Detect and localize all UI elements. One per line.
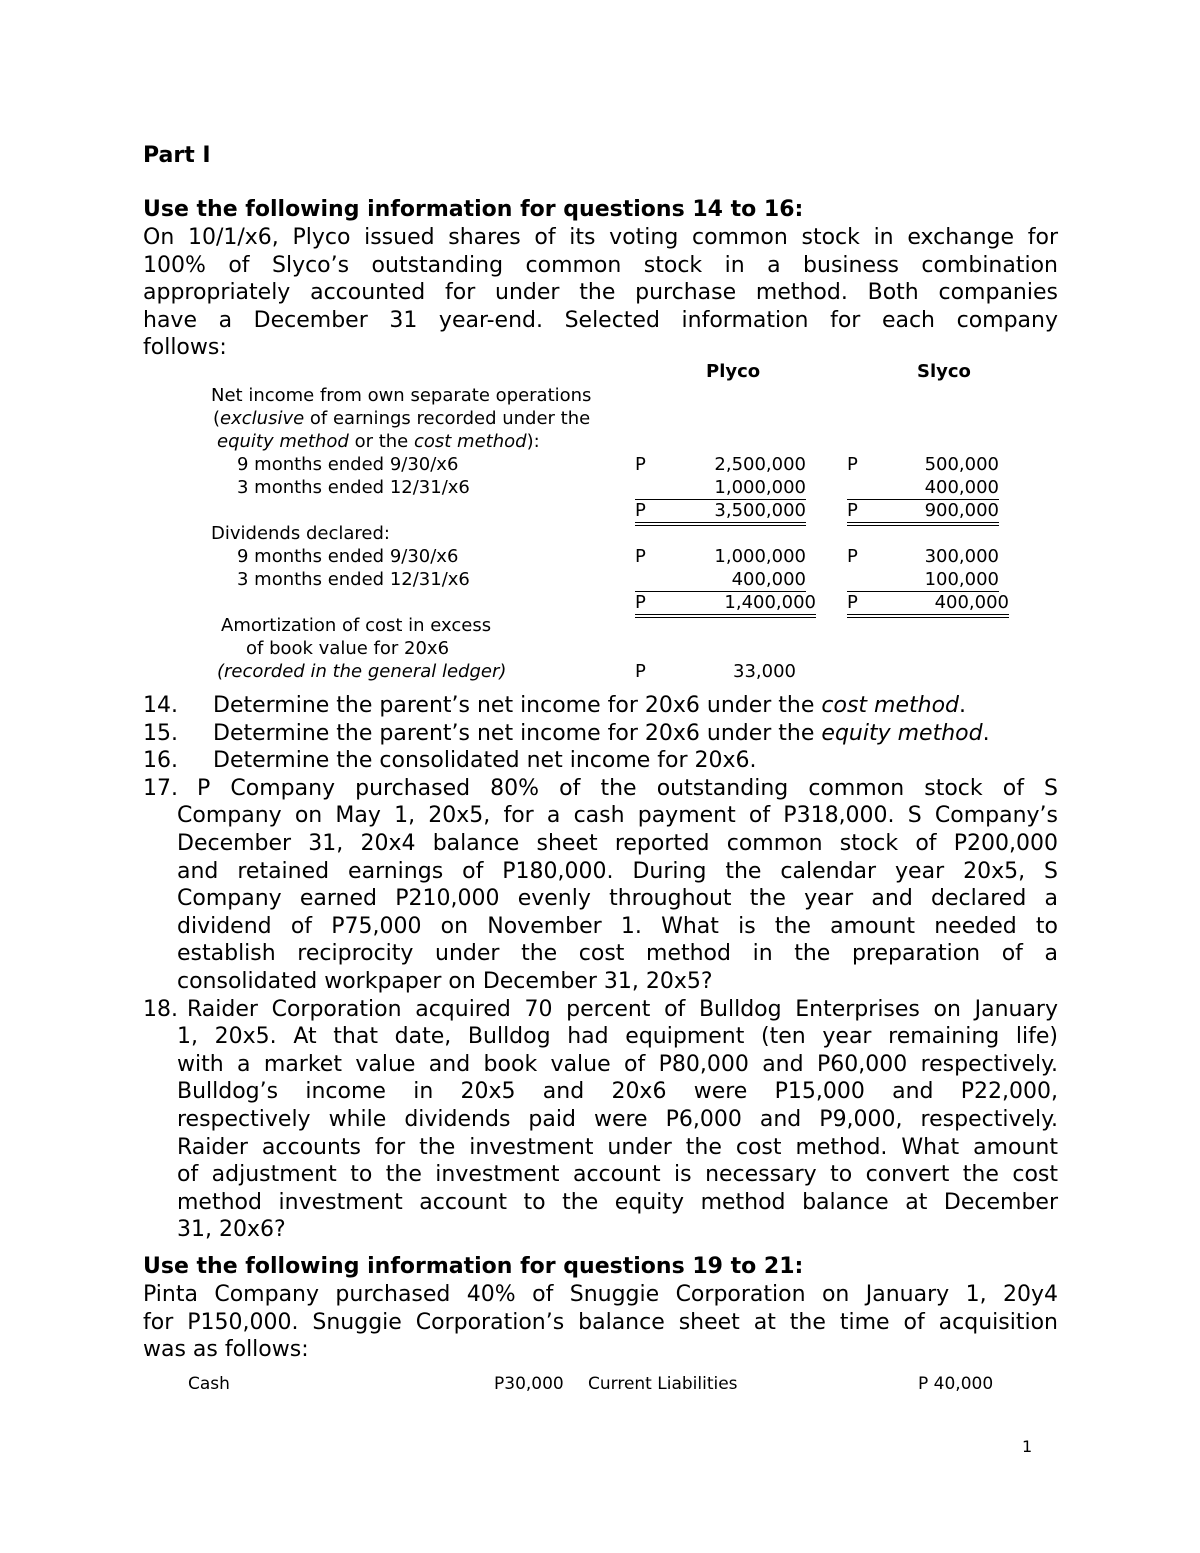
slyco-ni-3m: 400,000 (847, 476, 999, 500)
intro-line: for P150,000. Snuggie Corporation’s balance sheet at the time of acquisition (143, 1309, 1058, 1335)
ni-label-line3: equity method or the cost method): (217, 431, 540, 452)
currency-symbol: P (847, 500, 858, 521)
col-header-plyco: Plyco (706, 361, 761, 382)
row-label-9m: 9 months ended 9/30/x6 (237, 546, 459, 567)
currency-symbol: P (635, 546, 646, 567)
question-number: 17. (143, 775, 178, 801)
question-line: with a market value and book value of P80,000 and P60,000 respectively. (177, 1051, 1058, 1077)
plyco-ni-total: 3,500,000 (714, 500, 806, 521)
bs-current-liabilities-label: Current Liabilities (588, 1374, 738, 1394)
question-line: method investment account to the equity method balance at December (177, 1189, 1058, 1215)
question-line: 31, 20x6? (177, 1217, 286, 1243)
div-label: Dividends declared: (211, 523, 390, 544)
ni-label-line1: Net income from own separate operations (211, 385, 592, 406)
section-heading-19-21: Use the following information for questions 19 to 21: (143, 1254, 804, 1279)
plyco-ni-9m: 2,500,000 (714, 454, 806, 475)
question-line: 1, 20x5. At that date, Bulldog had equipment (ten year remaining life) (177, 1024, 1058, 1050)
currency-symbol: P (847, 546, 858, 567)
slyco-ni-9m: 500,000 (924, 454, 999, 475)
slyco-ni-total-row (847, 499, 999, 526)
question-number: 15. (143, 720, 178, 746)
question-line: Raider Corporation acquired 70 percent of Bulldog Enterprises on January (187, 996, 1058, 1022)
question-line: of adjustment to the investment account is necessary to convert the cost (177, 1162, 1058, 1188)
intro-line: On 10/1/x6, Plyco issued shares of its voting common stock in exchange for (143, 225, 1058, 250)
question-line: P Company purchased 80% of the outstanding common stock of S (197, 775, 1058, 801)
currency-symbol: P (635, 500, 646, 521)
question-line: Raider accounts for the investment under the cost method. What amount (177, 1134, 1058, 1160)
question-line: and retained earnings of P180,000. During the calendar year 20x5, S (177, 858, 1058, 884)
question-text: Determine the parent’s net income for 20x6 under the equity method. (213, 720, 990, 746)
question-line: consolidated workpaper on December 31, 20x5? (177, 969, 713, 994)
question-number: 16. (143, 748, 178, 774)
bs-current-liabilities-value: P 40,000 (918, 1374, 994, 1394)
row-label-9m: 9 months ended 9/30/x6 (237, 454, 459, 475)
intro-line: follows: (143, 335, 227, 361)
col-header-slyco: Slyco (917, 361, 971, 382)
question-line: Bulldog’s income in 20x5 and 20x6 were P15,000 and P22,000, (177, 1079, 1058, 1105)
slyco-div-3m: 100,000 (847, 568, 999, 592)
question-line: Company earned P210,000 evenly throughout the year and declared a (177, 886, 1058, 912)
intro-line: have a December 31 year-end. Selected information for each company (143, 307, 1058, 333)
currency-symbol: P (635, 592, 646, 613)
plyco-div-9m: 1,000,000 (714, 546, 806, 567)
question-number: 14. (143, 693, 178, 718)
slyco-ni-total: 900,000 (924, 500, 999, 521)
question-number: 18. (143, 996, 178, 1022)
question-text: Determine the consolidated net income for 20x6. (213, 748, 757, 774)
question-line: respectively while dividends paid were P6,000 and P9,000, respectively. (177, 1107, 1058, 1132)
intro-line: Pinta Company purchased 40% of Snuggie Corporation on January 1, 20y4 (143, 1282, 1058, 1307)
slyco-div-total: 400,000 (934, 592, 1009, 613)
currency-symbol: P (847, 592, 858, 613)
question-line: Company on May 1, 20x5, for a cash payment of P318,000. S Company’s (177, 803, 1058, 829)
plyco-ni-total-row (635, 499, 806, 526)
question-line: establish reciprocity under the cost method in the preparation of a (177, 941, 1058, 967)
section-heading-14-16: Use the following information for questions 14 to 16: (143, 197, 804, 222)
page-number: 1 (1022, 1437, 1033, 1456)
plyco-div-3m: 400,000 (635, 568, 806, 592)
row-label-3m: 3 months ended 12/31/x6 (237, 477, 470, 498)
ni-label-line2: (exclusive of earnings recorded under the (213, 408, 591, 429)
currency-symbol: P (635, 661, 646, 682)
bs-cash-label: Cash (188, 1374, 230, 1394)
question-text: Determine the parent’s net income for 20x6 under the cost method. (213, 693, 967, 718)
row-label-3m: 3 months ended 12/31/x6 (237, 569, 470, 590)
plyco-ni-3m: 1,000,000 (635, 476, 806, 500)
amort-label-line3: (recorded in the general ledger) (217, 661, 507, 682)
intro-line: 100% of Slyco’s outstanding common stock in a business combination (143, 252, 1058, 278)
amort-label-line2: of book value for 20x6 (246, 638, 450, 659)
slyco-div-total-row (847, 591, 1009, 618)
plyco-div-total: 1,400,000 (724, 592, 816, 613)
question-line: dividend of P75,000 on November 1. What is the amount needed to (177, 913, 1058, 939)
part-title: Part I (143, 143, 211, 168)
bs-cash-value: P30,000 (494, 1374, 564, 1394)
amort-label-line1: Amortization of cost in excess (221, 615, 492, 636)
currency-symbol: P (635, 454, 646, 475)
slyco-div-9m: 300,000 (924, 546, 999, 567)
intro-line: was as follows: (143, 1337, 309, 1363)
plyco-div-total-row (635, 591, 816, 618)
amort-value: 33,000 (733, 661, 796, 682)
question-line: December 31, 20x4 balance sheet reported common stock of P200,000 (177, 831, 1058, 856)
intro-line: appropriately accounted for under the purchase method. Both companies (143, 280, 1058, 306)
currency-symbol: P (847, 454, 858, 475)
